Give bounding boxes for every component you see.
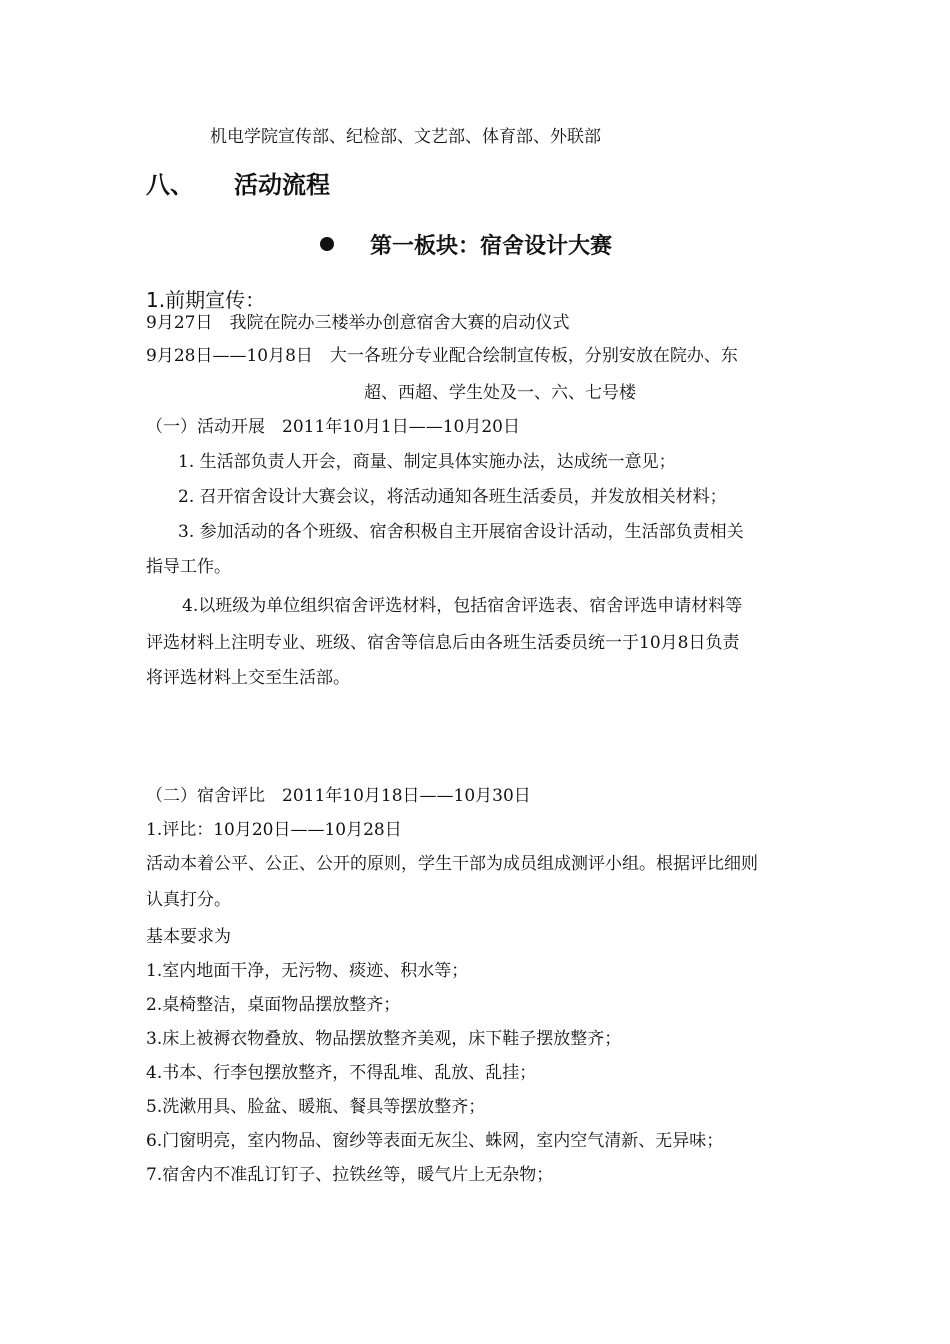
section-heading	[146, 170, 330, 200]
requirement-item: 1.室内地面干净，无污物、痰迹、积水等；	[146, 961, 469, 981]
list-item: 1. 生活部负责人开会，商量、制定具体实施办法，达成统一意见；	[178, 452, 676, 472]
requirement-item: 4.书本、行李包摆放整齐，不得乱堆、乱放、乱挂；	[146, 1063, 537, 1083]
paragraph: 活动本着公平、公正、公开的原则，学生干部为成员组成测评小组。根据评比细则	[146, 854, 758, 874]
stage-heading: （二）宿舍评比 2011年10月18日——10月30日	[146, 786, 531, 806]
section-number: 八、	[146, 171, 194, 199]
bullet-icon	[320, 237, 334, 251]
list-item: 3. 参加活动的各个班级、宿舍积极自主开展宿舍设计活动，生活部负责相关	[178, 522, 744, 542]
organizer-departments: 机电学院宣传部、纪检部、文艺部、体育部、外联部	[210, 127, 601, 147]
section-title: 活动流程	[234, 171, 330, 199]
stage-heading: （一）活动开展 2011年10月1日——10月20日	[146, 417, 520, 437]
list-item-continued: 将评选材料上交至生活部。	[146, 668, 350, 688]
sub-heading: 1.评比：10月20日——10月28日	[146, 820, 402, 840]
requirement-item: 2.桌椅整洁，桌面物品摆放整齐；	[146, 995, 401, 1015]
requirement-item: 3.床上被褥衣物叠放、物品摆放整齐美观，床下鞋子摆放整齐；	[146, 1029, 622, 1049]
list-item: 4.以班级为单位组织宿舍评选材料，包括宿舍评选表、宿舍评选申请材料等	[182, 596, 743, 616]
preheat-line: 9月28日——10月8日 大一各班分专业配合绘制宣传板，分别安放在院办、东	[146, 346, 738, 366]
preheat-title: 1.前期宣传：	[146, 288, 266, 312]
list-item-continued: 指导工作。	[146, 557, 231, 577]
preheat-line-continued: 超、西超、学生处及一、六、七号楼	[364, 383, 636, 403]
block-heading	[320, 233, 612, 261]
list-item: 2. 召开宿舍设计大赛会议，将活动通知各班生活委员，并发放相关材料；	[178, 487, 727, 507]
requirement-item: 7.宿舍内不准乱订钉子、拉铁丝等，暖气片上无杂物；	[146, 1165, 554, 1185]
list-item-continued: 评选材料上注明专业、班级、宿舍等信息后由各班生活委员统一于10月8日负责	[146, 633, 740, 653]
block-title: 第一板块：宿舍设计大赛	[370, 234, 613, 259]
preheat-line: 9月27日 我院在院办三楼举办创意宿舍大赛的启动仪式	[146, 313, 570, 333]
paragraph-continued: 认真打分。	[146, 890, 231, 910]
requirement-item: 5.洗漱用具、脸盆、暖瓶、餐具等摆放整齐；	[146, 1097, 486, 1117]
requirement-item: 6.门窗明亮，室内物品、窗纱等表面无灰尘、蛛网，室内空气清新、无异味；	[146, 1131, 724, 1151]
requirements-title: 基本要求为	[146, 927, 231, 947]
